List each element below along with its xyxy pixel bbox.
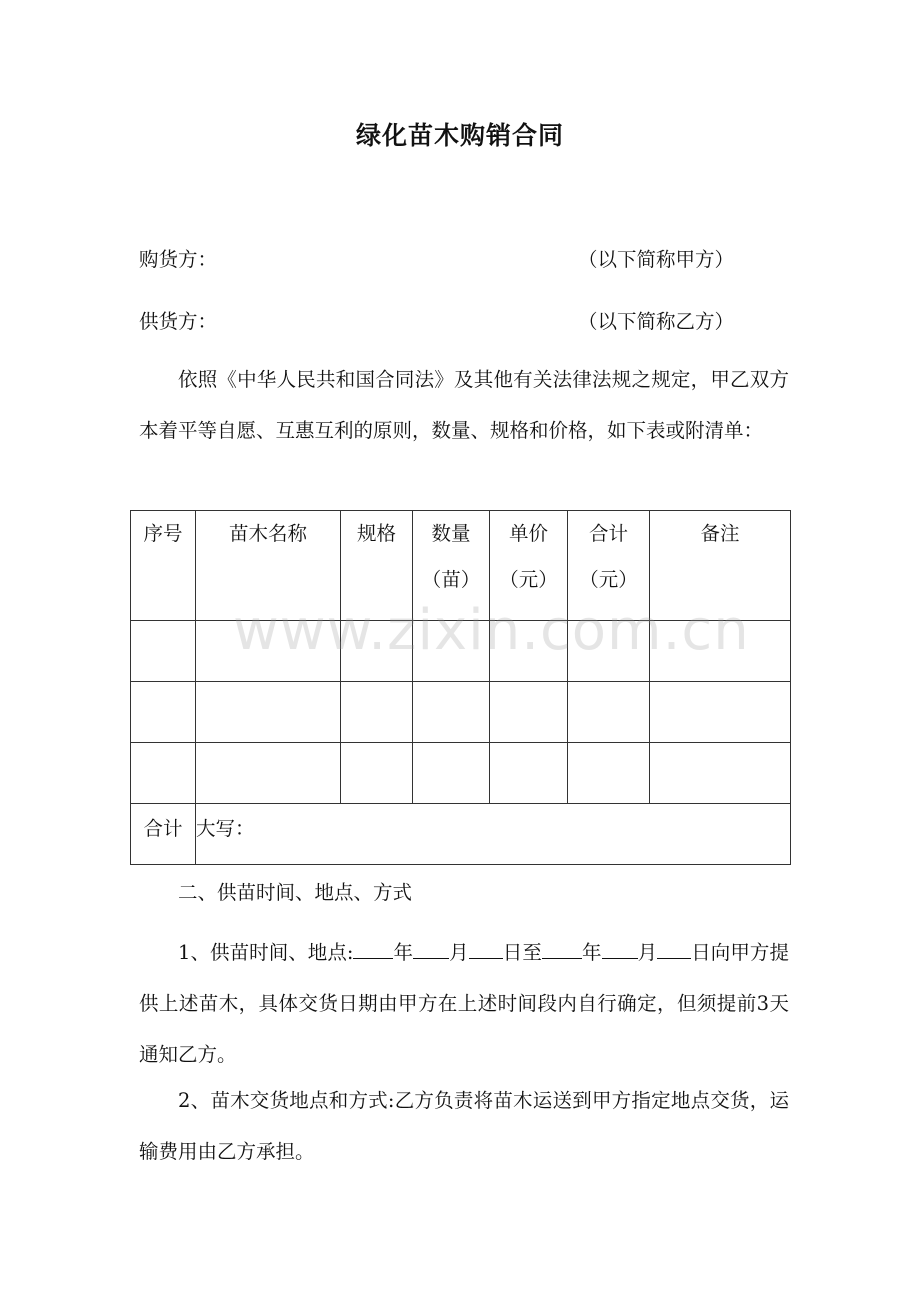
supplier-note: （以下简称乙方） (578, 310, 735, 333)
header-spec: 规格 (341, 511, 413, 621)
table-cell (413, 621, 490, 682)
table-sum-row (131, 804, 791, 865)
header-price-label: 单价 (508, 522, 548, 545)
document-title: 绿化苗木购销合同 (355, 121, 564, 150)
table-cell (568, 621, 650, 682)
blank-year (353, 940, 393, 959)
section2-heading: 二、供苗时间、地点、方式 (178, 881, 413, 904)
table-cell (196, 682, 341, 743)
table-cell (413, 743, 490, 804)
table-cell (650, 682, 791, 743)
item1-prefix: 1、供苗时间、地点: (178, 941, 354, 964)
header-qty-unit: （苗） (421, 568, 481, 591)
blank-day2 (657, 940, 691, 959)
table-cell (490, 743, 568, 804)
table-header-row (131, 511, 791, 621)
table-cell (490, 682, 568, 743)
table-row (131, 621, 791, 682)
buyer-label: 购货方： (139, 248, 218, 271)
header-name: 苗木名称 (196, 511, 341, 621)
item1-day-to: 日至 (502, 941, 542, 964)
item1-rest: 方提供上述苗木，具体交货日期由甲方在上述时间段内自行确定，但须提前3天通知乙方。 (139, 941, 789, 1066)
header-total-label: 合计 (588, 522, 628, 545)
supplier-label: 供货方： (139, 310, 218, 333)
table-cell (131, 682, 196, 743)
table-cell (131, 621, 196, 682)
blank-day (469, 940, 503, 959)
table-cell (650, 743, 791, 804)
table-cell (568, 682, 650, 743)
table-cell (341, 682, 413, 743)
table-cell (650, 621, 791, 682)
watermark-text: www.zixin.com.cn (233, 598, 750, 663)
blank-month2 (602, 940, 638, 959)
item1-year2: 年 (581, 941, 602, 964)
item1-day2: 日向甲 (691, 941, 750, 964)
sum-label: 合计 (131, 804, 196, 865)
sum-capital-text: 大写： (196, 804, 791, 865)
item1-year: 年 (393, 941, 414, 964)
intro-paragraph: 依照《中华人民共和国合同法》及其他有关法律法规之规定，甲乙双方本着平等自愿、互惠互利的原则，数量、规格和价格，如下表或附清单： (139, 368, 789, 442)
table-cell (341, 743, 413, 804)
table-cell (490, 621, 568, 682)
header-total-unit: （元） (579, 568, 638, 591)
header-seq: 序号 (131, 511, 196, 621)
header-total (568, 511, 650, 621)
blank-year2 (542, 940, 582, 959)
table-cell (196, 743, 341, 804)
item1-month2: 月 (637, 941, 658, 964)
header-qty (413, 511, 490, 621)
header-qty-label: 数量 (431, 522, 471, 545)
blank-month (413, 940, 449, 959)
item1-month: 月 (449, 941, 469, 964)
table-cell (568, 743, 650, 804)
section2-item2: 2、苗木交货地点和方式:乙方负责将苗木运送到甲方指定地点交货，运输费用由乙方承担。 (139, 1089, 789, 1163)
table-cell (196, 621, 341, 682)
section2-item1 (139, 927, 789, 1080)
header-remark: 备注 (650, 511, 791, 621)
table-row (131, 682, 791, 743)
header-price (490, 511, 568, 621)
table-cell (131, 743, 196, 804)
buyer-note: （以下简称甲方） (578, 248, 735, 271)
table-cell (413, 682, 490, 743)
header-price-unit: （元） (499, 568, 558, 591)
seedling-table (130, 510, 791, 865)
table-row (131, 743, 791, 804)
table-cell (341, 621, 413, 682)
